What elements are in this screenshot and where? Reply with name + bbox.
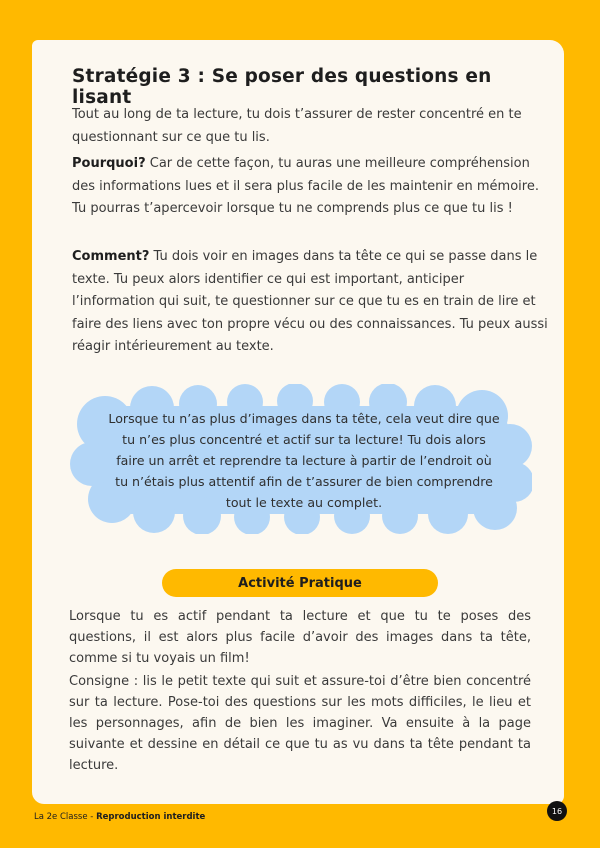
footer [34,812,205,822]
cloud-text: Lorsque tu n’as plus d’images dans ta tête, cela veut dire que tu n’es plus concentré et actif sur ta lecture! Tu dois alors faire un arrêt et reprendre ta lecture à partir de l’endroit où tu n’étais plus attentif afin de t’assurer de bien comprendre tout le texte au complet. [108,411,500,510]
activity-heading: Activité Pratique [162,569,438,597]
instruction-paragraph: Consigne : lis le petit texte qui suit et assure-toi d’être bien concentré sur ta lecture. Pose-toi des questions sur les mots difficiles, le lieu et les personnages, afin de bien les imaginer. Va ensuite à la page suivante et dessine en détail ce que tu as vu dans ta tête pendant ta lecture. [69,674,531,773]
comment-label: Comment? [72,249,150,264]
activity-paragraph: Lorsque tu es actif pendant ta lecture et que tu te poses des questions, il est alors plus facile d’avoir des images dans ta tête, comme si tu voyais un film! [69,609,531,666]
comment-text: Tu dois voir en images dans ta tête ce qui se passe dans le texte. Tu peux alors identifier ce qui est important, anticiper l’information qui suit, te questionner sur ce que tu es en train de lire et faire des liens avec ton propre vécu ou des connaissances. Tu peux aussi réagir intérieurement au texte. [72,249,548,354]
comment-paragraph [72,246,548,359]
pourquoi-label: Pourquoi? [72,156,146,171]
page-title: Stratégie 3 : Se poser des questions en lisant [72,66,492,108]
footer-notice: Reproduction interdite [96,812,206,822]
intro-paragraph: Tout au long de ta lecture, tu dois t’assurer de rester concentré en te questionnant sur ce que tu lis. [72,107,522,145]
footer-brand: La 2e Classe - [34,812,97,822]
pourquoi-paragraph [72,153,548,221]
page-number: 16 [547,801,567,821]
pourquoi-text: Car de cette façon, tu auras une meilleure compréhension des informations lues et il sera plus facile de les maintenir en mémoire. Tu pourras t’apercevoir lorsque tu ne comprends plus ce que tu lis ! [72,156,539,216]
